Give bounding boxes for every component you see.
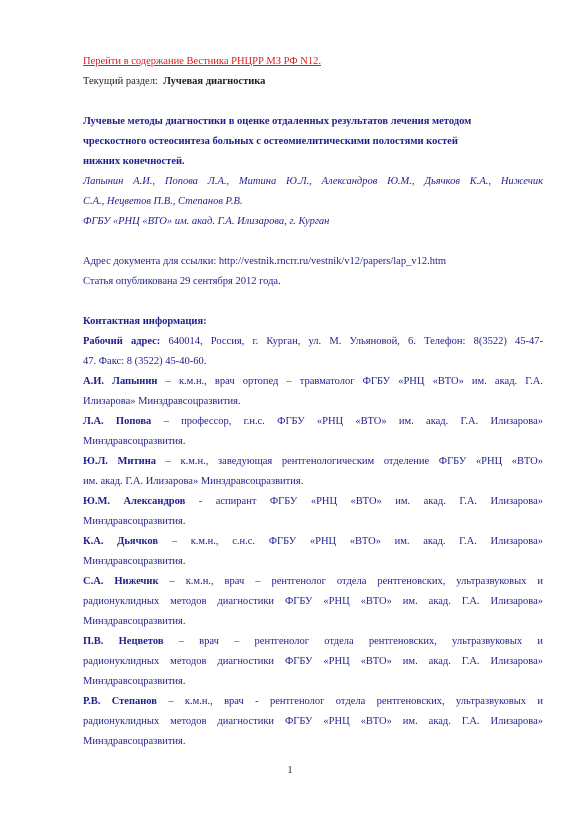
section-label: Текущий раздел: [83, 76, 158, 87]
person-info-cont: Минздравсоцразвития. [83, 516, 186, 527]
person-info-cont: Минздравсоцразвития. [83, 616, 186, 627]
person-info: – к.м.н., заведующая рентгенологическим отделение ФГБУ «РНЦ «ВТО» [165, 456, 544, 467]
page-content [83, 52, 543, 752]
contact-person [83, 452, 543, 472]
work-address-label: Рабочий адрес: [83, 336, 161, 347]
authors-line-2: С.А., Нецветов П.В., Степанов Р.В. [83, 196, 243, 207]
person-info-cont: им. акад. Г.А. Илизарова» Минздравсоцразвития. [83, 476, 304, 487]
work-address-line-2: 47. Факс: 8 (3522) 45-40-60. [83, 356, 207, 367]
document-address: Адрес документа для ссылки: http://vestnik.rncrr.ru/vestnik/v12/papers/lap_v12.htm [83, 256, 447, 267]
person-info: – к.м.н., с.н.с. ФГБУ «РНЦ «ВТО» им. акад. Г.А. Илизарова» [171, 536, 544, 547]
publication-date: Статья опубликована 29 сентября 2012 года. [83, 276, 281, 287]
person-name: Л.А. Попова [83, 416, 152, 427]
person-name: Ю.Л. Митина [83, 456, 156, 467]
person-name: А.И. Лапынин [83, 376, 158, 387]
person-name: К.А. Дьячков [83, 536, 159, 547]
contact-person [83, 692, 543, 712]
person-info-cont: Минздравсоцразвития. [83, 556, 186, 567]
section-name: Лучевая диагностика [163, 76, 266, 87]
article-title-line-3: нижних конечностей. [83, 156, 185, 167]
work-address-text: 640014, Россия, г. Курган, ул. М. Ульяновой, 6. Телефон: 8(3522) 45-47- [168, 336, 543, 347]
person-info-cont: Илизарова» Минздравсоцразвития. [83, 396, 241, 407]
contents-link-line [83, 52, 543, 72]
contact-person [83, 412, 543, 432]
person-info: – к.м.н., врач – рентгенолог отдела рентгеновских, ультразвуковых и [169, 576, 543, 587]
authors-line-1: Лапынин А.И., Попова Л.А., Митина Ю.Л., Александров Ю.М., Дьячков К.А., Нижечик [83, 176, 543, 187]
page-number: 1 [287, 765, 293, 776]
contact-person [83, 372, 543, 392]
current-section [83, 72, 543, 92]
article-title-line-2: чрескостного остеосинтеза больных с остеомиелитическими полостями костей [83, 136, 458, 147]
person-info: – врач – рентгенолог отдела рентгеновских, ультразвуковых и [178, 636, 543, 647]
person-info-cont: Минздравсоцразвития. [83, 436, 186, 447]
article-title-line-1: Лучевые методы диагностики в оценке отдаленных результатов лечения методом [83, 116, 472, 127]
person-name: Ю.М. Александров [83, 496, 186, 507]
person-info-cont: Минздравсоцразвития. [83, 676, 186, 687]
person-info: – профессор, г.н.с. ФГБУ «РНЦ «ВТО» им. акад. Г.А. Илизарова» [163, 416, 543, 427]
person-info: – к.м.н., врач ортопед – травматолог ФГБУ «РНЦ «ВТО» им. акад. Г.А. [165, 376, 544, 387]
work-address-line-1 [83, 332, 543, 352]
person-name: П.В. Нецветов [83, 636, 164, 647]
person-info-cont: радионуклидных методов диагностики ФГБУ «РНЦ «ВТО» им. акад. Г.А. Илизарова» [83, 596, 543, 607]
affiliation: ФГБУ «РНЦ «ВТО» им. акад. Г.А. Илизарова, г. Курган [83, 216, 330, 227]
contact-person [83, 632, 543, 652]
contacts-heading: Контактная информация: [83, 316, 207, 327]
person-info-cont: Минздравсоцразвития. [83, 736, 186, 747]
contact-person [83, 492, 543, 512]
contact-person [83, 532, 543, 552]
person-info: - аспирант ФГБУ «РНЦ «ВТО» им. акад. Г.А. Илизарова» [198, 496, 543, 507]
person-info: – к.м.н., врач - рентгенолог отдела рентгеновских, ультразвуковых и [168, 696, 543, 707]
person-info-cont: радионуклидных методов диагностики ФГБУ «РНЦ «ВТО» им. акад. Г.А. Илизарова» [83, 656, 543, 667]
person-name: С.А. Нижечик [83, 576, 159, 587]
person-name: Р.В. Степанов [83, 696, 157, 707]
contact-person [83, 572, 543, 592]
contents-link[interactable]: Перейти в содержание Вестника РНЦРР МЗ РФ N12. [83, 56, 321, 67]
person-info-cont: радионуклидных методов диагностики ФГБУ «РНЦ «ВТО» им. акад. Г.А. Илизарова» [83, 716, 543, 727]
